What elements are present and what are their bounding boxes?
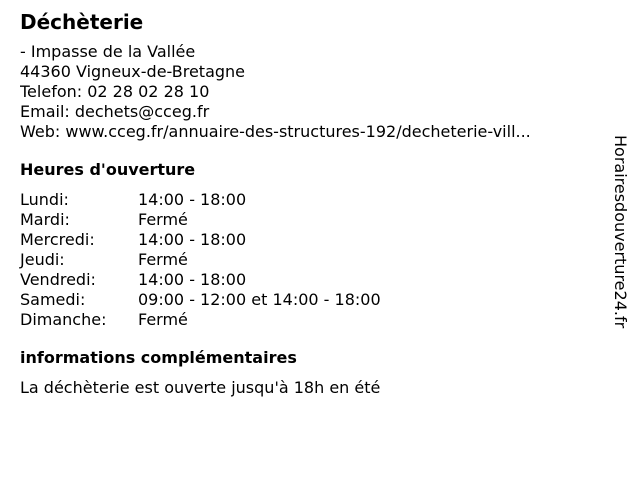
website-link[interactable]: Web: www.cceg.fr/annuaire-des-structures-192/decheterie-vill...	[20, 122, 531, 141]
hours-day: Dimanche:	[20, 310, 107, 329]
hours-time: 14:00 - 18:00	[138, 230, 247, 249]
opening-hours-table	[20, 190, 600, 330]
hours-time: 14:00 - 18:00	[138, 190, 247, 209]
hours-day: Lundi:	[20, 190, 69, 209]
hours-row-friday	[20, 270, 600, 290]
hours-day: Vendredi:	[20, 270, 96, 289]
brand-watermark: Horairesdouverture24.fr	[611, 135, 630, 329]
listing-card	[20, 10, 600, 398]
hours-row-sunday	[20, 310, 600, 330]
hours-time: 14:00 - 18:00	[138, 270, 247, 289]
hours-time: Fermé	[138, 250, 188, 269]
hours-day: Mardi:	[20, 210, 70, 229]
hours-day: Mercredi:	[20, 230, 95, 249]
opening-hours-heading: Heures d'ouverture	[20, 160, 196, 179]
hours-time: Fermé	[138, 210, 188, 229]
hours-row-wednesday	[20, 230, 600, 250]
additional-info-heading: informations complémentaires	[20, 348, 297, 367]
address-block	[20, 42, 600, 142]
hours-row-saturday	[20, 290, 600, 310]
hours-row-monday	[20, 190, 600, 210]
email-address: Email: dechets@cceg.fr	[20, 102, 210, 121]
address-street: - Impasse de la Vallée	[20, 42, 196, 61]
hours-day: Jeudi:	[20, 250, 65, 269]
additional-info-text: La déchèterie est ouverte jusqu'à 18h en été	[20, 378, 381, 397]
hours-row-tuesday	[20, 210, 600, 230]
hours-time: Fermé	[138, 310, 188, 329]
phone-number: Telefon: 02 28 02 28 10	[20, 82, 210, 101]
page-title: Déchèterie	[20, 10, 144, 34]
hours-day: Samedi:	[20, 290, 86, 309]
hours-row-thursday	[20, 250, 600, 270]
hours-time: 09:00 - 12:00 et 14:00 - 18:00	[138, 290, 381, 309]
address-city: 44360 Vigneux-de-Bretagne	[20, 62, 246, 81]
